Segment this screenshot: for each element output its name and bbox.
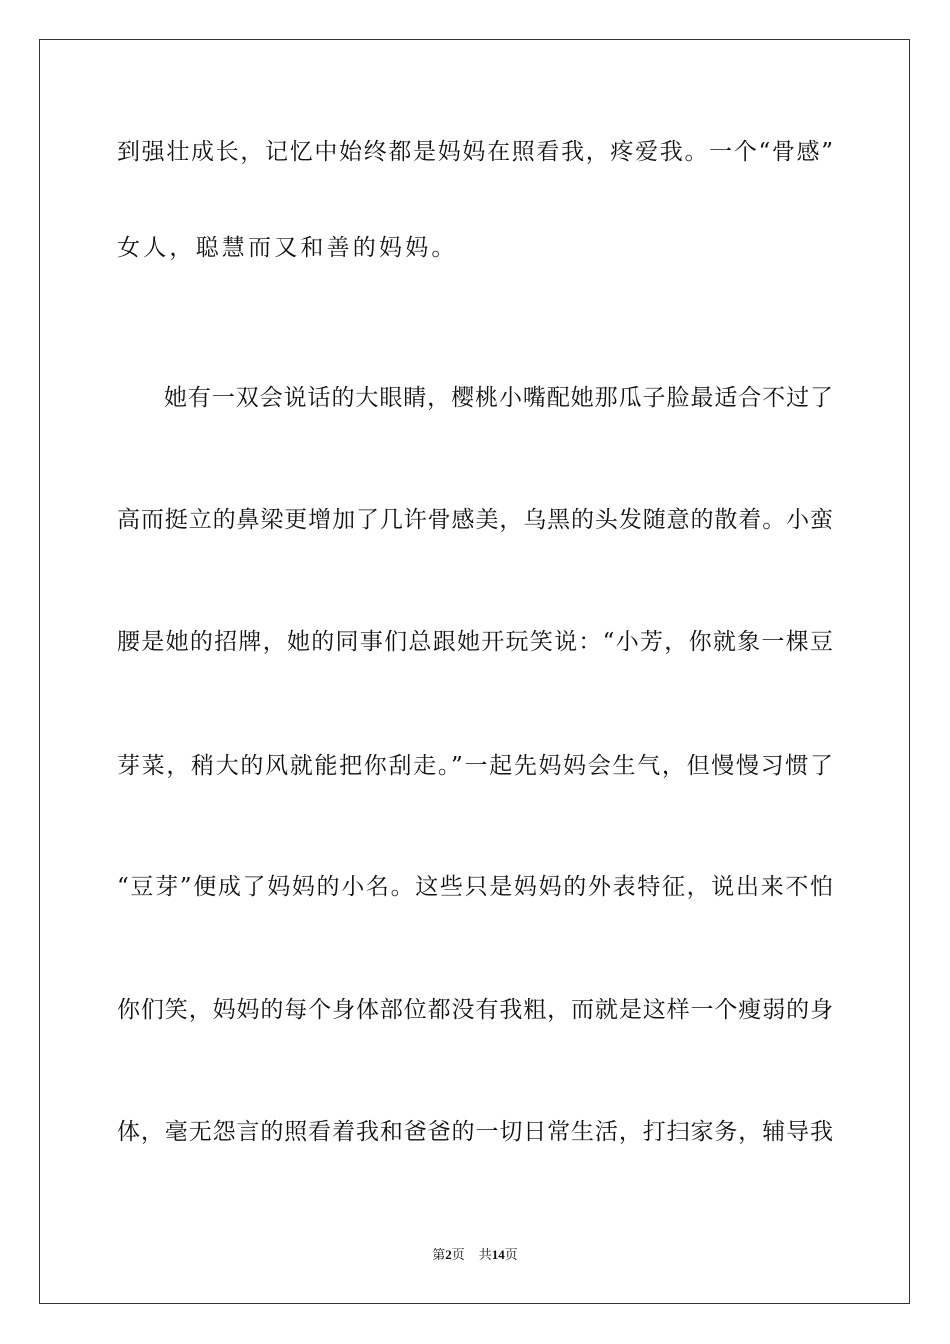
total-prefix: 共 bbox=[478, 1248, 492, 1263]
total-pages: 14 bbox=[491, 1247, 505, 1262]
page-footer bbox=[0, 1247, 950, 1264]
page-suffix: 页 bbox=[451, 1248, 465, 1263]
paragraph-line-3: 她有一双会说话的大眼睛，樱桃小嘴配她那瓜子脸最适合不过了 bbox=[164, 385, 833, 411]
paragraph-line-1: 到强壮成长，记忆中始终都是妈妈在照看我，疼爱我。一个“骨感” bbox=[117, 139, 833, 165]
page-prefix: 第 bbox=[432, 1248, 446, 1263]
paragraph-line-8: 你们笑，妈妈的每个身体部位都没有我粗，而就是这样一个瘦弱的身 bbox=[117, 997, 833, 1023]
paragraph-line-6: 芽菜，稍大的风就能把你刮走。”一起先妈妈会生气，但慢慢习惯了 bbox=[117, 753, 833, 779]
paragraph-line-7: “豆芽”便成了妈妈的小名。这些只是妈妈的外表特征，说出来不怕 bbox=[117, 874, 833, 900]
page-border bbox=[39, 39, 910, 1304]
total-suffix: 页 bbox=[504, 1248, 518, 1263]
paragraph-line-4: 高而挺立的鼻梁更增加了几许骨感美，乌黑的头发随意的散着。小蛮 bbox=[117, 507, 833, 533]
paragraph-line-2: 女人，聪慧而又和善的妈妈。 bbox=[117, 235, 458, 261]
page-number: 2 bbox=[445, 1247, 452, 1262]
paragraph-line-5: 腰是她的招牌，她的同事们总跟她开玩笑说：“小芳，你就象一棵豆 bbox=[117, 629, 833, 655]
paragraph-line-9: 体，毫无怨言的照看着我和爸爸的一切日常生活，打扫家务，辅导我 bbox=[117, 1119, 833, 1145]
